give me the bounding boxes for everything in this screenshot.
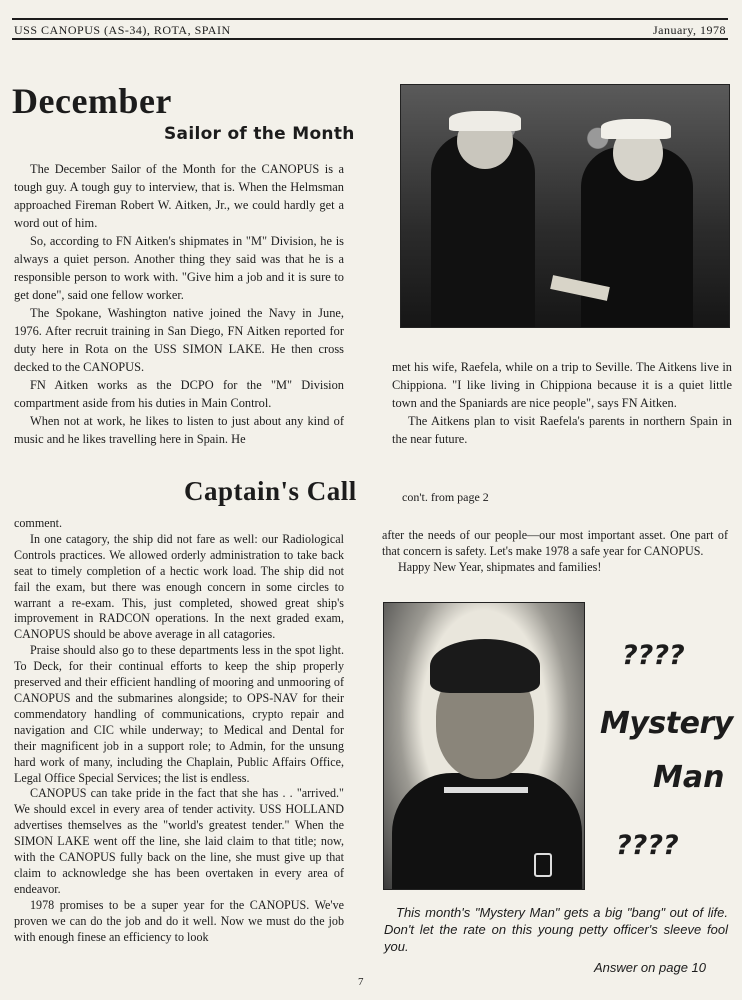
paragraph: In one catagory, the ship did not fare as well: our Radiological Controls practices. We allowed orderly administration to take back seat to timely completion of a hectic work load. The ship did not fail the exam, but there was enough concern in some circles to warrant a re-exam. This, just completed, showed great ship's improvement in RADCON operations. In the next graded exam, CANOPUS should be above average in all catagories. (14, 531, 344, 642)
captains-call-left-column (14, 516, 344, 945)
paragraph: comment. (14, 516, 63, 530)
officer-cap (449, 111, 521, 131)
collar-stripe (444, 787, 528, 793)
sailor-article-left-column (14, 160, 344, 448)
page-number: 7 (358, 976, 364, 988)
paragraph: met his wife, Raefela, while on a trip to Seville. The Aitkens live in Chippiona. "I like living in Chippiona because it is a quiet little town and the Spaniards are nice people", says FN Aitken. (392, 360, 732, 410)
sailor-article-subtitle: Sailor of the Month (164, 124, 355, 144)
masthead (12, 18, 728, 40)
paragraph: The Spokane, Washington native joined the Navy in June, 1976. After recruit training in San Diego, FN Aitken reported for duty here in Rota on the USS SIMON LAKE. He then cross decked to the CANOPUS. (14, 306, 344, 374)
paragraph: So, according to FN Aitken's shipmates in "M" Division, he is always a quiet person. Another thing they said was that he is a responsible person to work with. "Give him a job and it is sure to get done", said one fellow worker. (14, 234, 344, 302)
paragraph: The Aitkens plan to visit Raefela's parents in northern Spain in the near future. (392, 414, 732, 446)
publication-name: USS CANOPUS (AS-34), ROTA, SPAIN (14, 23, 231, 37)
mystery-word: Mystery (600, 706, 733, 741)
answer-reference: Answer on page 10 (593, 960, 706, 975)
mystery-question-marks-top: ???? (622, 640, 685, 671)
paragraph: The December Sailor of the Month for the CANOPUS is a tough guy. A tough guy to interview, that is. When the Helmsman approached Fireman Robert W. Aitken, Jr., we could hardly get a word out of him. (14, 162, 344, 230)
sailor-cap (601, 119, 671, 139)
sailor-award-photo (400, 84, 730, 328)
paragraph: When not at work, he likes to listen to just about any kind of music and he likes travelling here in Spain. He (14, 414, 344, 446)
paragraph: CANOPUS can take pride in the fact that she has . . "arrived." We should excel in every area of tender activity. USS HOLLAND advertises themselves as the "world's greatest tender." When the SIMON LAKE went off the line, she laid claim to that title; now, with the CANOPUS fully back on the line, she must give up that claim to acknowledge she has been overtaken in every area of endeavor. (14, 786, 344, 896)
paragraph: 1978 promises to be a super year for the CANOPUS. We've proven we can do the job and do it well. Now we must do the job with enough finese an efficiency to look (14, 897, 344, 944)
hair (430, 639, 540, 693)
sailor-article-title: December (12, 81, 172, 121)
mystery-man-photo (383, 602, 585, 890)
man-word: Man (653, 760, 725, 795)
captains-call-right-column (382, 528, 728, 576)
sailor-figure (581, 147, 693, 328)
officer-figure (431, 133, 535, 328)
captains-call-title: Captain's Call (184, 476, 357, 506)
continued-note: con't. from page 2 (402, 490, 489, 504)
paragraph: FN Aitken works as the DCPO for the "M" Division compartment aside from his duties in Main Control. (14, 378, 344, 410)
paragraph: Happy New Year, shipmates and families! (398, 559, 602, 574)
mystery-question-marks-bottom: ???? (616, 830, 679, 861)
rate-badge (534, 853, 552, 877)
mystery-man-caption: This month's "Mystery Man" gets a big "bang" out of life. Don't let the rate on this young petty officer's sleeve fool you. (384, 905, 728, 954)
paragraph: after the needs of our people—our most important asset. One part of that concern is safety. Let's make 1978 a safe year for CANOPUS. (382, 528, 728, 558)
issue-date: January, 1978 (652, 23, 726, 37)
sailor-article-right-column (392, 358, 732, 448)
paragraph: Praise should also go to these departments less in the spot light. To Deck, for their continual efforts to keep the ship properly preserved and their efficient handling of mooring and unmooring of CANOPUS and the submarines alongside; to OPS-NAV for their commendatory handling of communications, crypto repair and navigation and CIC while underway; to Medical and Dental for their magnificent job in a support role; to Admin, for the unsung hard work of many, including the Chaplain, Public Affairs Office, Legal Office Special Services; the list is endless. (14, 643, 344, 785)
